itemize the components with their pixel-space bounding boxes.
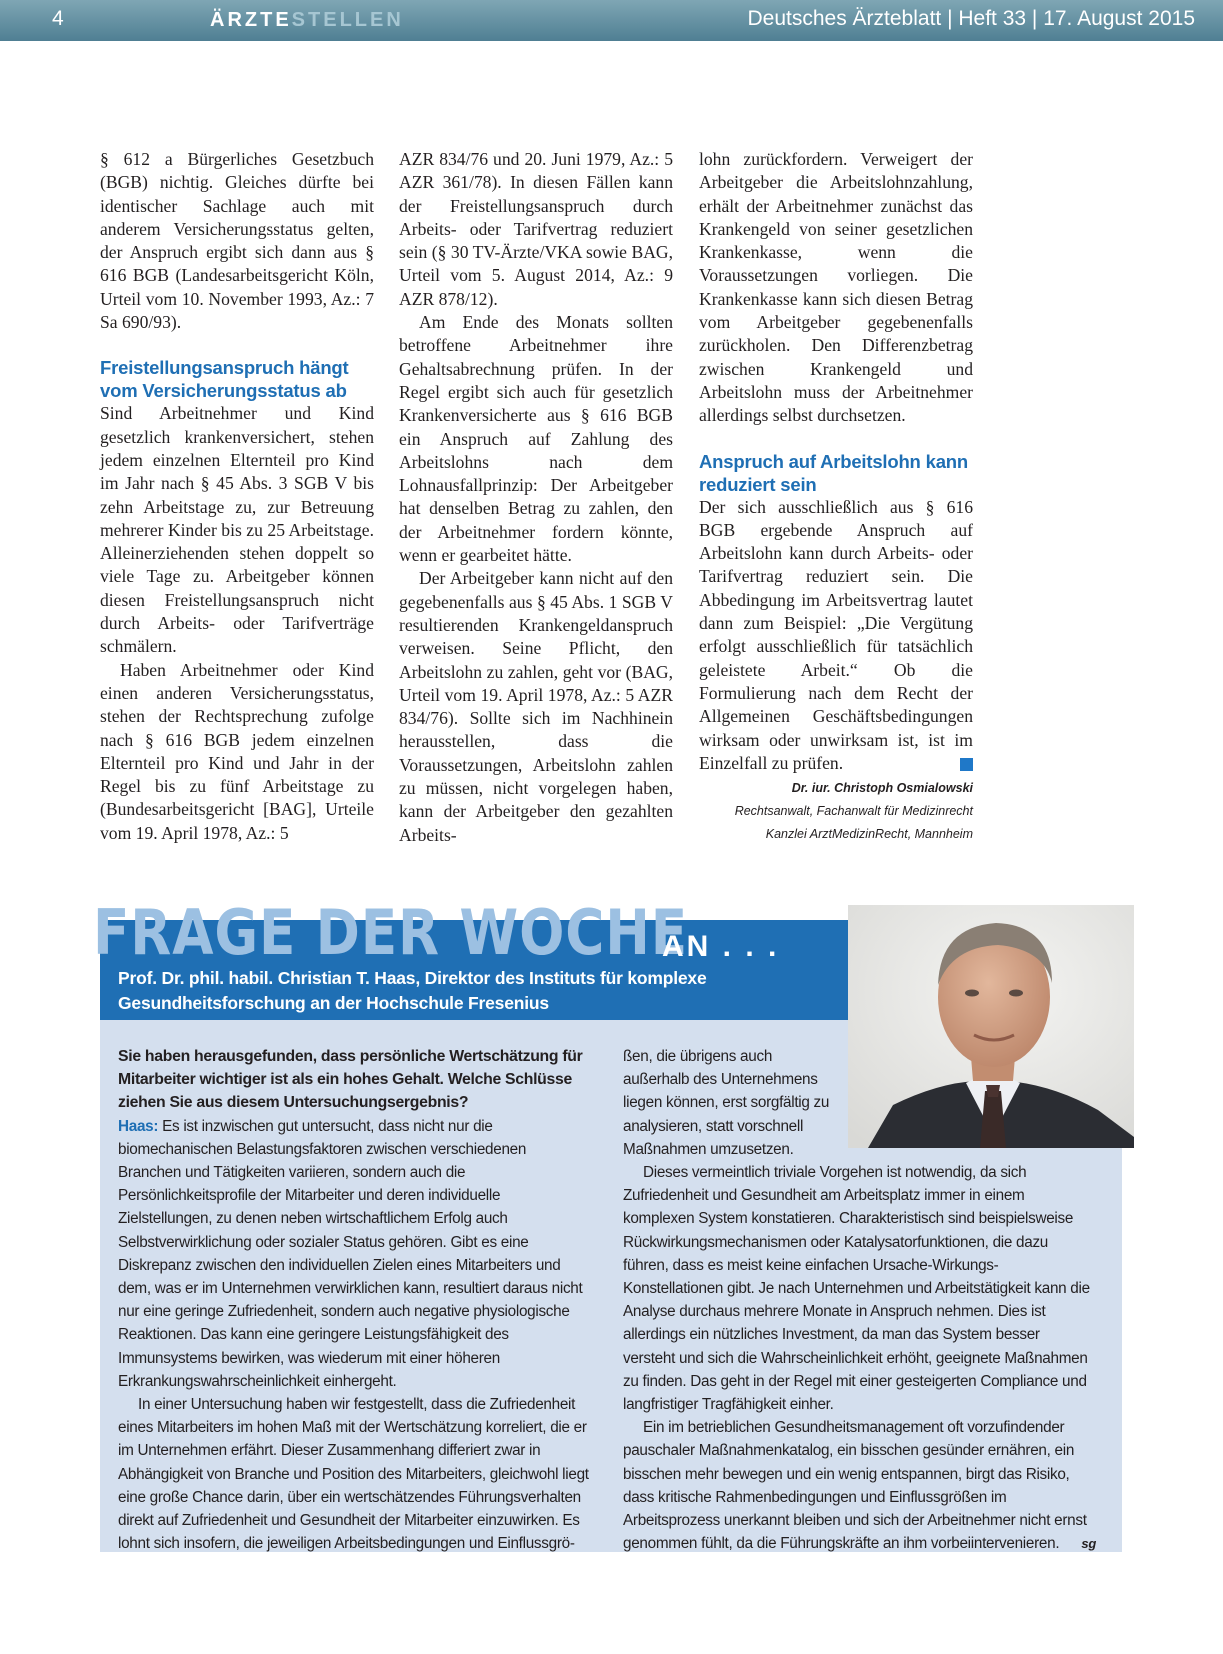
- paragraph: [699, 496, 973, 776]
- editor-signature: sg: [1081, 1536, 1096, 1552]
- answer-paragraph: ßen, die übrigens auch außerhalb des Unternehmens liegen können, erst sorgfältig zu analysieren, statt vorschnell Maßnahmen umzusetzen.: [623, 1048, 830, 1158]
- paragraph: Haben Arbeitnehmer oder Kind einen anderen Versicherungsstatus, stehen der Rechtsprechung zufolge nach § 616 BGB jedem einzelnen Elternteil pro Kind und Jahr in der Regel bis zu fünf Arbeitstage zu (Bundesarbeitsgericht [BAG], Urteile vom 19. April 1978, Az.: 5: [100, 659, 374, 843]
- page-header: [0, 0, 1223, 41]
- paragraph: lohn zurückfordern. Verweigert der Arbeitgeber die Arbeitslohnzahlung, erhält der Arbeitnehmer zunächst das Krankengeld von seiner gesetzlichen Krankenkasse, wenn die Voraussetzungen vorliegen. Die Krankenkasse kann sich diesen Betrag vom Arbeitgeber gegebenenfalls zurückholen. Den Differenzbetrag zwischen Krankengeld und Arbeitslohn muss der Arbeitnehmer allerdings selbst durchsetzen.: [699, 149, 973, 426]
- answer-text: Ein im betrieblichen Gesundheitsmanagement oft vorzufindender pauschaler Maßnahmenkatalog, ein bisschen gesünder ernähren, ein bisschen mehr bewegen und ein wenig entspannen, birgt das Risiko, dass kritische Rahmenbedingungen und Einflussgrößen im Arbeitsprozess unerkannt bleiben und sich der Arbeitnehmer nicht ernst genommen fühlt, da die Führungskräfte an ihm vorbeiintervenieren.: [623, 1419, 1087, 1553]
- interview-title: FRAGE DER WOCHE: [93, 896, 689, 969]
- paragraph: Der Arbeitgeber kann nicht auf den gegebenenfalls aus § 45 Abs. 1 SGB V resultierenden Krankengeldanspruch verweisen. Seine Pflicht, den Arbeitslohn zu zahlen, geht vor (BAG, Urteil vom 19. April 1978, Az.: 5 AZR 834/76). Sollte sich im Nachhinein herausstellen, dass die Voraussetzungen, Arbeitslohn zahlen zu müssen, nicht vorgelegen haben, kann der Arbeitgeber den gezahlten Arbeits-: [399, 568, 673, 845]
- interview-left-column: [118, 1045, 593, 1555]
- page-number: 4: [52, 7, 64, 30]
- author-role: Rechtsanwalt, Fachanwalt für Medizinrecht: [734, 804, 973, 819]
- paragraph: Sind Arbeitnehmer und Kind gesetzlich krankenversichert, stehen jedem einzelnen Elternteil pro Kind im Jahr nach § 45 Abs. 3 SGB V bis zehn Arbeitstage zu, zur Betreuung mehrerer Kinder bis zu 25 Arbeitstage. Alleinerziehenden stehen doppelt so viele Tage zu. Arbeitgeber können diesen Freistellungsanspruch nicht durch Arbeits- oder Tarifverträge schmälern.: [100, 403, 374, 657]
- interview-right-column: [623, 1161, 1096, 1555]
- paragraph-text: Der sich ausschließlich aus § 616 BGB ergebende Anspruch auf Arbeitslohn kann durch Arbeits- oder Tarifvertrag reduziert sein. Die Abbedingung im Arbeitsvertrag lautet dann zum Beispiel: „Die Vergütung erfolgt ausschließlich für tatsächlich geleistete Arbeit.“ Ob die Formulierung nach dem Recht der Allgemeinen Geschäftsbedingungen wirksam oder unwirksam ist, ist im Einzelfall zu prüfen.: [699, 496, 973, 773]
- subheading: Freistellungsanspruch hängt vom Versicherungsstatus ab: [100, 357, 349, 402]
- author-block: [699, 777, 973, 846]
- author-firm: Kanzlei ArztMedizinRecht, Mannheim: [765, 827, 973, 842]
- end-square-icon: [960, 758, 973, 771]
- article-column-3: [699, 148, 973, 846]
- section-brand: [210, 9, 404, 32]
- portrait-photo: [848, 905, 1134, 1148]
- article-column-2: [399, 148, 673, 847]
- brand-part-1: ÄRZTE: [210, 9, 292, 31]
- brand-part-2: STELLEN: [291, 9, 404, 31]
- answer-paragraph: In einer Untersuchung haben wir festgestellt, dass die Zufriedenheit eines Mitarbeiters im hohen Maß mit der Wertschätzung korreliert, die er im Unternehmen erfährt. Dieser Zusammenhang differiert zwar in Abhängigkeit von Branche und Position des Mitarbeiters, gleichwohl liegt eine große Chance darin, über ein wertschätzendes Führungsverhalten direkt auf Zufriedenheit und Gesundheit der Mitarbeiter einzuwirken. Es lohnt sich insofern, die jeweiligen Arbeitsbedingungen und Einflussgrö-: [118, 1396, 589, 1553]
- answer-paragraph: Dieses vermeintlich triviale Vorgehen ist notwendig, da sich Zufriedenheit und Gesundheit am Arbeitsplatz immer in einem komplexen System konstatieren. Charakteristisch sind beispielsweise Rückwirkungsmechanismen oder Katalysatorfunktionen, die dazu führen, dass es meist keine einfachen Ursache-Wirkungs-Konstellationen gibt. Je nach Unternehmen und Arbeitstätigkeit kann die Analyse durchaus mehrere Monate in Anspruch nehmen. Dies ist allerdings ein nützliches Investment, da man das System besser versteht und sich die Wahrscheinlichkeit erhöht, geeignete Maßnahmen zu finden. Das geht in der Regel mit einer gesteigerten Compliance und langfristiger Tragfähigkeit einher.: [623, 1164, 1090, 1414]
- interview-question: Sie haben herausgefunden, dass persönliche Wertschätzung für Mitarbeiter wichtiger ist als ein hohes Gehalt. Welche Schlüsse ziehen Sie aus diesem Untersuchungsergebnis?: [118, 1048, 583, 1112]
- interview-right-column-top: [623, 1045, 833, 1161]
- issue-info: Deutsches Ärzteblatt | Heft 33 | 17. August 2015: [747, 7, 1195, 30]
- answer-paragraph: [623, 1416, 1096, 1555]
- paragraph: § 612 a Bürgerliches Gesetzbuch (BGB) nichtig. Gleiches dürfte bei identischer Sachlage auch mit anderem Versicherungsstatus gelten, der Anspruch ergibt sich dann aus § 616 BGB (Landesarbeitsgericht Köln, Urteil vom 10. November 1993, Az.: 7 Sa 690/93).: [100, 149, 374, 333]
- interviewee: Prof. Dr. phil. habil. Christian T. Haas, Direktor des Instituts für komplexe Gesundheitsforschung an der Hochschule Fresenius: [118, 968, 707, 1013]
- answer-paragraph: [118, 1115, 593, 1393]
- portrait-image: [848, 905, 1134, 1148]
- subheading: Anspruch auf Arbeitslohn kann reduziert sein: [699, 450, 968, 495]
- paragraph: AZR 834/76 und 20. Juni 1979, Az.: 5 AZR 361/78). In diesen Fällen kann der Freistellungsanspruch durch Arbeits- oder Tarifvertrag reduziert sein (§ 30 TV-Ärzte/VKA sowie BAG, Urteil vom 5. August 2014, Az.: 9 AZR 878/12).: [399, 149, 673, 309]
- answer-text: Es ist inzwischen gut untersucht, dass nicht nur die biomechanischen Belastungsfaktoren zwischen verschiedenen Branchen und Tätigkeiten variieren, sondern auch die Persönlichkeitsprofile der Mitarbeiter und deren individuelle Zielstellungen, zu denen neben wirtschaftlichem Erfolg auch Selbstverwirklichung oder sozialer Status gehören. Gibt es eine Diskrepanz zwischen den individuellen Zielen eines Mitarbeiters und dem, was er im Unternehmen verwirklichen kann, resultiert daraus nicht nur eine geringe Zufriedenheit, sondern auch negative physiologische Reaktionen. Das kann eine geringere Leistungsfähigkeit des Immunsystems bewirken, was wiederum mit einer höheren Erkrankungswahrscheinlichkeit einhergeht.: [118, 1117, 583, 1390]
- article-column-1: [100, 148, 374, 845]
- interview-title-suffix: AN . . .: [662, 930, 780, 963]
- speaker-label: Haas:: [118, 1117, 159, 1135]
- author-name: Dr. iur. Christoph Osmialowski: [791, 781, 973, 796]
- paragraph: Am Ende des Monats sollten betroffene Arbeitnehmer ihre Gehaltsabrechnung prüfen. In der Regel ergibt sich auch für gesetzlich Krankenversicherte aus § 616 BGB ein Anspruch auf Zahlung des Arbeitslohns nach dem Lohnausfallprinzip: Der Arbeitgeber hat denselben Betrag zu zahlen, den der Arbeitnehmer fordern könnte, wenn er gearbeitet hätte.: [399, 312, 673, 566]
